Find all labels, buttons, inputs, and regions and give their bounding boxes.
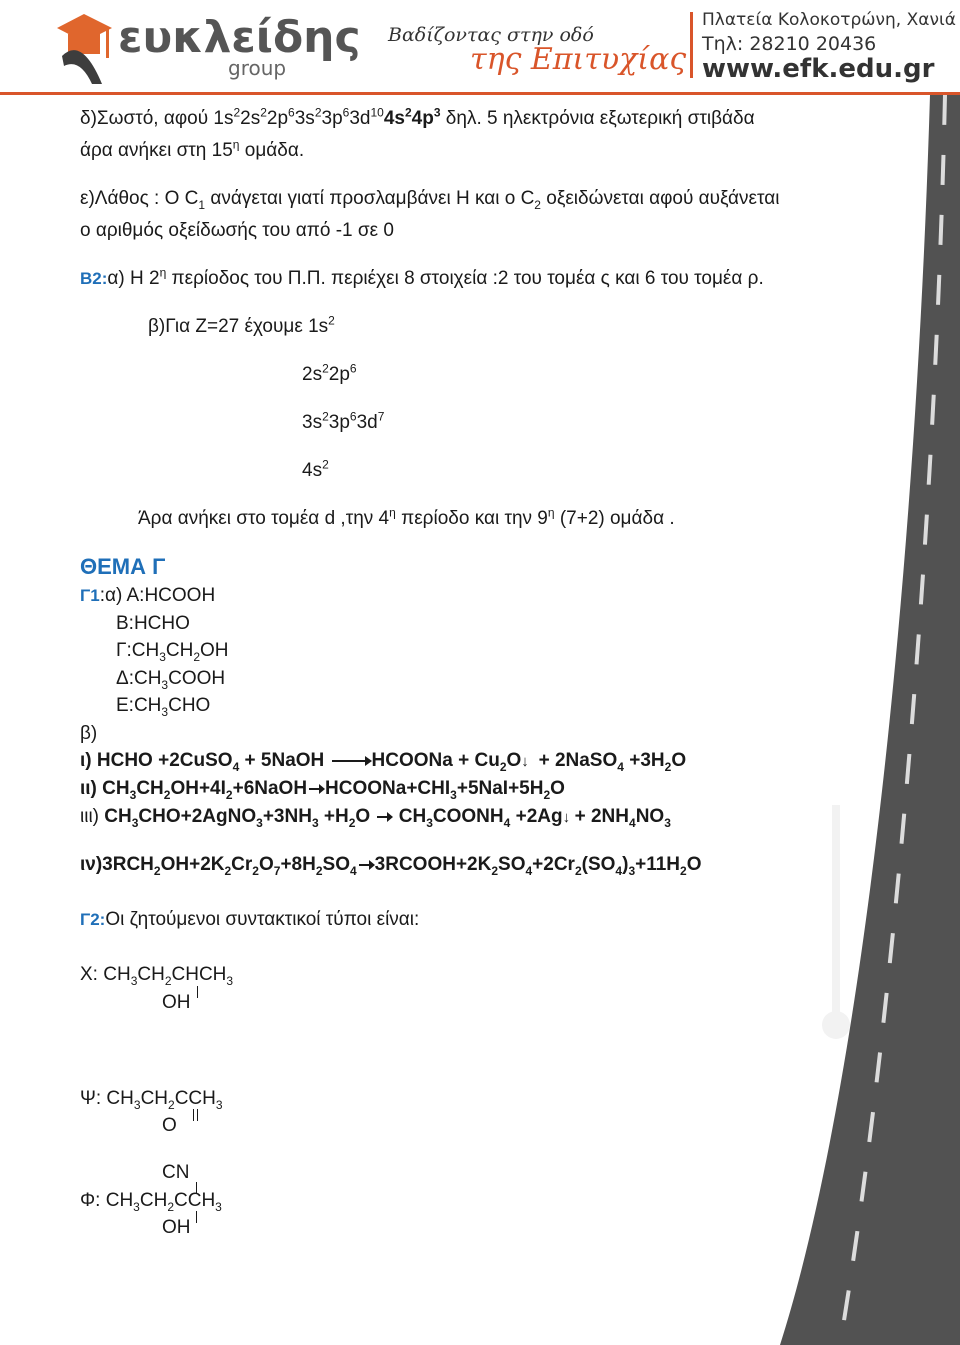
reaction-4: $\iota\nu)3RCH_2OH+2K_2Cr_2O_7+8H_2SO_4$ $3RCOOH+2K_2SO_4+2Cr_2(SO_4)_3+11H_2O$ [80, 854, 702, 878]
reaction-1: ι) HCHO +2CuSO$_4$ + 5NaOH HCOONa + $Cu_2O↓$ + 2NaSO$_4$ $+3H_2O$ [80, 750, 687, 774]
graduation-cap-logo-icon [52, 6, 114, 86]
config-line-1: $2s^22p^6$ [302, 361, 357, 385]
answer-d-line2: άρα ανήκει στη $15^\eta$ ομάδα. [80, 137, 305, 161]
down-arrow-icon: ↓ [562, 809, 571, 826]
down-arrow-icon: ↓ [521, 753, 529, 770]
formula-phi: Φ: $CH_3CH_2CCH_3$ [80, 1190, 222, 1214]
road-watermark-icon [740, 95, 960, 1345]
formula-x-oh: OH [162, 992, 191, 1013]
g2-line: Γ2:Οι ζητούμενοι συντακτικοί τύποι είναι: [80, 909, 420, 930]
conclusion-line: Άρα ανήκει στο τομέα d ,την $4^\eta$ περίοδο και την $9^\eta$ (7+2) ομάδα . [138, 505, 675, 529]
config-line-2: $3s^23p^63d^7$ [302, 409, 385, 433]
b2-a-line: Β2:α) Η $2^\eta$ περίοδος του Π.Π. περιέχει 8 στοιχεία :2 του τομέα ς και 6 του τομέα ρ. [80, 265, 764, 289]
address: Πλατεία Κολοκοτρώνη, Χανιά [702, 10, 956, 30]
beta-label: β) [80, 723, 98, 744]
website-url: www.efk.edu.gr [702, 54, 935, 84]
reaction-3: ιιι) $CH_3CHO+2AgNO_3+3NH_3 +H_2O$ $CH_3COONH_4$ +2Ag↓ + $2NH_4NO_3$ [80, 806, 671, 830]
answer-e-line1: ε)Λάθος : Ο $C_1$ ανάγεται γιατί προσλαμβάνει Η και ο $C_2$ οξειδώνεται αφού αυξάνεται [80, 188, 780, 212]
reaction-2: ιι) $CH_3CH_2OH+4I_2+6NaOH$ $HCOONa+CHI_3+5NaI+5H_2O$ [80, 778, 565, 802]
double-bond-line [193, 1109, 194, 1121]
g1-g-line: $\Gamma:CH_3CH_2OH$ [116, 640, 229, 664]
double-bond-line [197, 1109, 198, 1121]
reaction-arrow-icon [332, 760, 370, 762]
g1-e-line: $E:CH_3CHO$ [116, 695, 211, 719]
formula-x: Χ: $CH_3CH_2CHCH_3$ [80, 964, 234, 988]
g1-d-line: $\Delta:CH_3COOH$ [116, 668, 226, 692]
bond-line [197, 986, 198, 998]
formula-phi-cn: CN [162, 1162, 190, 1183]
slogan-line2: της Επιτυχίας [470, 42, 687, 77]
reaction-arrow-icon [359, 864, 373, 866]
header-divider [690, 12, 693, 78]
b2-b-line: β)Για Ζ=27 έχουμε $1s^2$ [148, 313, 335, 337]
reaction-arrow-icon [309, 788, 323, 790]
g1-a-line: Γ1:α) Α:HCOOH [80, 585, 216, 606]
formula-psi-o: O [162, 1115, 177, 1136]
answer-e-line2: ο αριθμός οξείδωσής του από -1 σε 0 [80, 220, 394, 241]
bond-line [196, 1211, 197, 1223]
formula-phi-oh: OH [162, 1217, 191, 1238]
answer-d-line1: δ)Σωστό, αφού $1s^22s^22p^63s^23p^63d^{10}4s^24p^3$ δηλ. 5 ηλεκτρόνια εξωτερική στιβάδα [80, 105, 755, 129]
config-line-3: $4s^2$ [302, 457, 329, 481]
logo-name: ευκλείδης [118, 12, 361, 63]
phone: Τηλ: 28210 20436 [702, 33, 877, 55]
reaction-arrow-icon [377, 816, 391, 818]
section-title-thema-g: ΘΕΜΑ Γ [80, 554, 166, 579]
formula-psi: Ψ: $CH_3CH_2CCH_3$ [80, 1088, 223, 1112]
slogan-line1: Βαδίζοντας στην οδό [388, 24, 594, 46]
g1-b-line: Β:HCHO [116, 613, 190, 634]
logo-sub: group [228, 56, 287, 80]
